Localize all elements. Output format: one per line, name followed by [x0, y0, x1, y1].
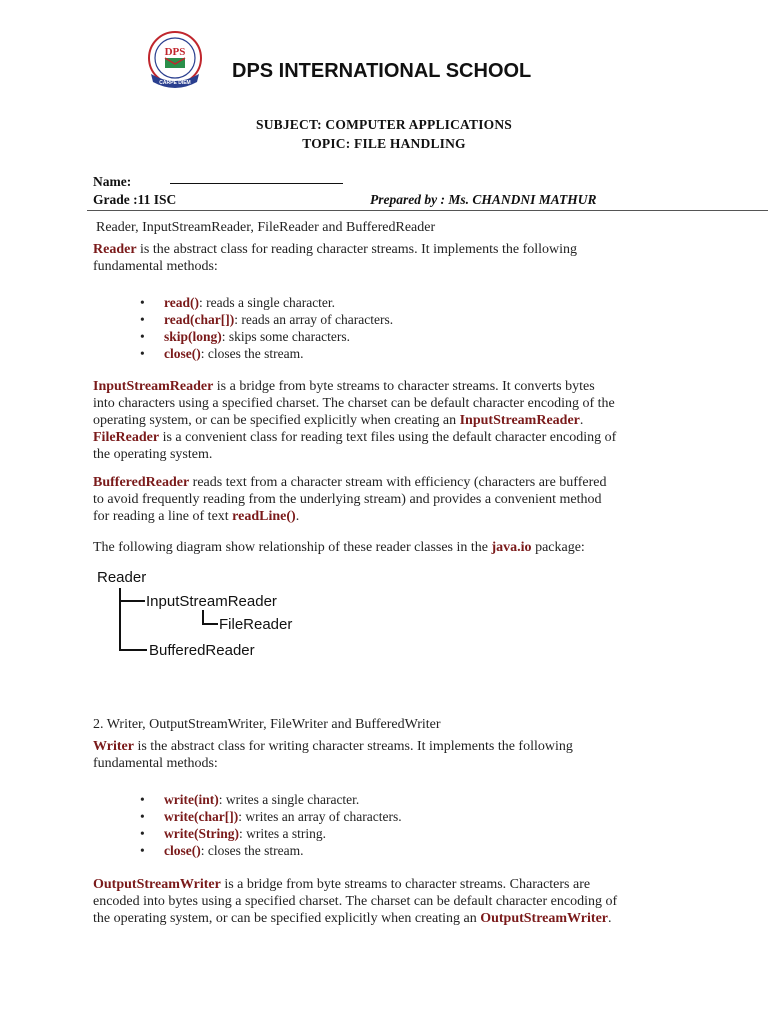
method-name: read() — [164, 295, 199, 310]
section1-heading: Reader, InputStreamReader, FileReader and BufferedReader — [96, 220, 436, 235]
section2-heading: 2. Writer, OutputStreamWriter, FileWriter and BufferedWriter — [93, 717, 441, 732]
method-name: read(char[]) — [164, 312, 235, 327]
writer-intro-text: is the abstract class for writing character streams. It implements the following — [133, 739, 573, 754]
writer-intro — [93, 738, 713, 772]
osw-period: . — [608, 911, 612, 926]
fr-term: FileReader — [93, 430, 160, 445]
method-name: write(char[]) — [164, 809, 239, 824]
diagram-intro-text-2: package: — [531, 540, 585, 555]
isr-text-3: operating system, or can be specified explicitly when creating an — [93, 413, 460, 428]
br-text-2: to avoid frequently reading from the underlying stream) and provides a convenient method — [93, 492, 602, 507]
list-item — [164, 345, 393, 362]
osw-text-2: encoded into bytes using a specified charset. The charset can be default character encoding of — [93, 894, 618, 909]
reader-intro — [93, 241, 713, 275]
diagram-node-reader: Reader — [97, 569, 147, 586]
method-name: write(String) — [164, 826, 239, 841]
br-text-3: for reading a line of text — [93, 509, 233, 524]
reader-methods-list — [164, 294, 393, 362]
method-name: write(int) — [164, 792, 219, 807]
diagram-intro-text: The following diagram show relationship of these reader classes in the — [93, 540, 492, 555]
isr-term: InputStreamReader — [93, 379, 214, 394]
isr-paragraph — [93, 378, 733, 463]
school-name: DPS INTERNATIONAL SCHOOL — [232, 60, 532, 82]
list-item — [164, 791, 402, 808]
osw-text: is a bridge from byte streams to character streams. Characters are — [220, 877, 591, 892]
osw-term: OutputStreamWriter — [93, 877, 221, 892]
list-item — [164, 808, 402, 825]
list-item — [164, 825, 402, 842]
method-name: skip(long) — [164, 329, 222, 344]
list-item — [164, 294, 393, 311]
java-io-term: java.io — [491, 540, 532, 555]
reader-intro-text: is the abstract class for reading character streams. It implements the following — [136, 242, 578, 257]
reader-hierarchy-diagram — [95, 566, 315, 662]
diagram-node-inputstreamreader: InputStreamReader — [146, 593, 277, 610]
reader-term: Reader — [93, 242, 137, 257]
fr-text-2: the operating system. — [93, 447, 213, 462]
isr-term-inline: InputStreamReader — [459, 413, 580, 428]
method-desc: : skips some characters. — [221, 329, 350, 344]
fr-text: is a convenient class for reading text files using the default character encoding of — [159, 430, 617, 445]
writer-intro-text-2: fundamental methods: — [93, 756, 218, 771]
diagram-connector-filereader — [203, 610, 218, 624]
method-desc: : writes a string. — [238, 826, 326, 841]
br-text: reads text from a character stream with efficiency (characters are buffered — [189, 475, 607, 490]
method-desc: : closes the stream. — [200, 843, 304, 858]
method-desc: : reads a single character. — [199, 295, 336, 310]
diagram-node-bufferedreader: BufferedReader — [149, 642, 255, 659]
list-item — [164, 328, 393, 345]
method-desc: : closes the stream. — [200, 346, 304, 361]
reader-intro-text-2: fundamental methods: — [93, 259, 218, 274]
br-paragraph — [93, 474, 733, 525]
isr-text: is a bridge from byte streams to character streams. It converts bytes — [213, 379, 595, 394]
method-desc: : writes an array of characters. — [238, 809, 402, 824]
writer-methods-list — [164, 791, 402, 859]
logo-text: DPS — [164, 46, 186, 58]
subject-heading: SUBJECT: COMPUTER APPLICATIONS — [255, 117, 513, 132]
osw-text-3: the operating system, or can be specified explicitly when creating an — [93, 911, 481, 926]
name-underline — [170, 183, 343, 184]
isr-period: . — [579, 413, 584, 428]
school-logo — [143, 28, 207, 92]
isr-text-2: into characters using a specified charset. The charset can be default character encoding of the — [93, 396, 615, 411]
header-divider — [87, 210, 768, 211]
list-item — [164, 311, 393, 328]
br-period: . — [295, 509, 300, 524]
method-desc: : reads an array of characters. — [234, 312, 394, 327]
name-label: Name: — [93, 174, 132, 189]
logo-motto: CARPE DIEM — [159, 80, 191, 86]
osw-term-inline: OutputStreamWriter — [480, 911, 609, 926]
diagram-node-filereader: FileReader — [219, 616, 293, 633]
grade-label: Grade :11 ISC — [93, 192, 177, 207]
writer-term: Writer — [93, 739, 134, 754]
diagram-connector-main — [120, 588, 147, 650]
diagram-intro — [93, 539, 585, 556]
br-term: BufferedReader — [93, 475, 190, 490]
readline-term: readLine() — [232, 509, 296, 524]
osw-paragraph — [93, 876, 733, 927]
topic-heading: TOPIC: FILE HANDLING — [302, 136, 466, 151]
method-name: close() — [164, 843, 201, 858]
method-desc: : writes a single character. — [218, 792, 360, 807]
method-name: close() — [164, 346, 201, 361]
list-item — [164, 842, 402, 859]
prepared-by: Prepared by : Ms. CHANDNI MATHUR — [370, 192, 597, 207]
